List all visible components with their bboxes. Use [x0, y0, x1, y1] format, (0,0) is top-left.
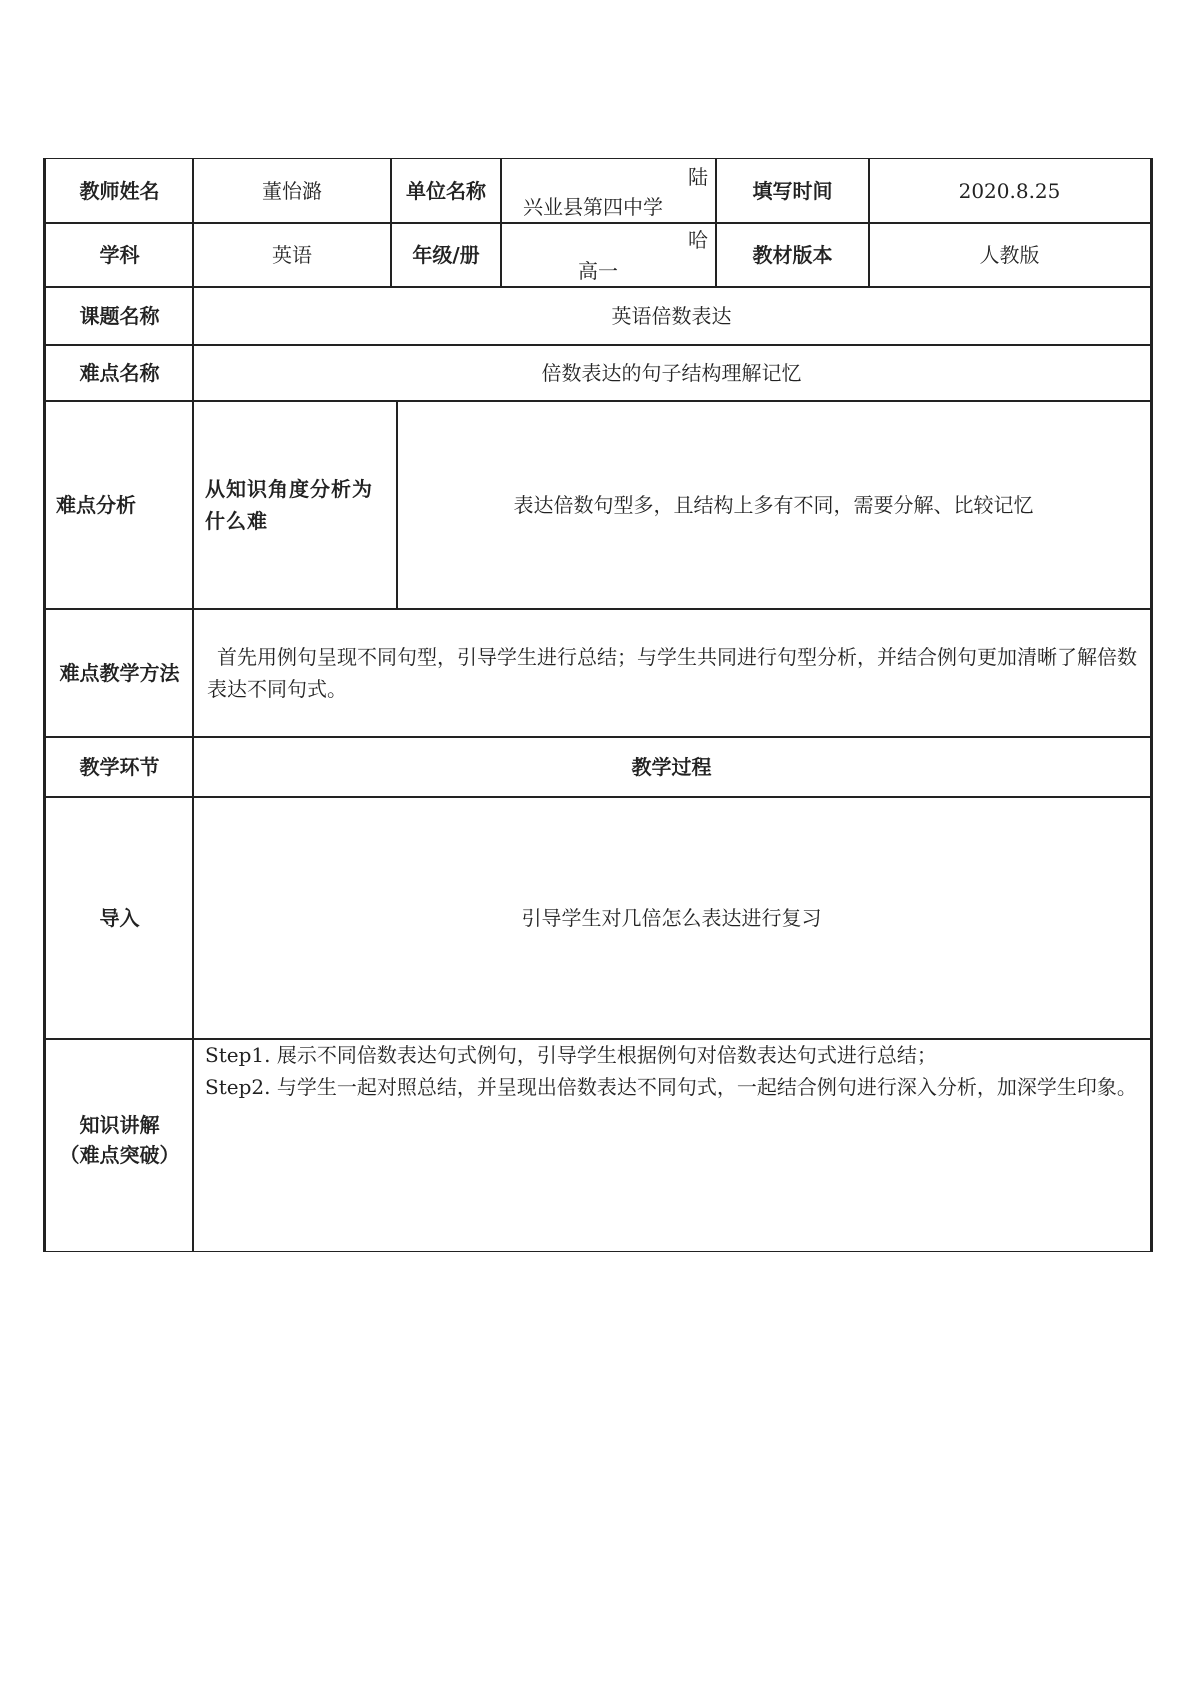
subject-value: 英语: [192, 222, 392, 288]
fill-date-label: 填写时间: [715, 158, 870, 224]
grade-value: 高一: [578, 259, 618, 283]
unit-name-value: 兴业县第四中学: [523, 195, 663, 219]
explain-label-line2: （难点突破）: [59, 1143, 180, 1167]
subject-label: 学科: [43, 222, 194, 288]
analysis-label: 难点分析: [43, 400, 194, 610]
textbook-label: 教材版本: [715, 222, 870, 288]
difficulty-label: 难点名称: [43, 344, 194, 402]
teacher-name-label: 教师姓名: [43, 158, 194, 224]
unit-mark-top: 陆: [688, 165, 708, 189]
process-header: 教学过程: [192, 736, 1153, 798]
fill-date-value: 2020.8.25: [868, 158, 1153, 224]
topic-value: 英语倍数表达: [192, 286, 1153, 346]
unit-name-label: 单位名称: [390, 158, 502, 224]
difficulty-value: 倍数表达的句子结构理解记忆: [192, 344, 1153, 402]
explain-step1: Step1. 展示不同倍数表达句式例句，引导学生根据例句对倍数表达句式进行总结；: [205, 1043, 937, 1067]
intro-value: 引导学生对几倍怎么表达进行复习: [192, 796, 1153, 1040]
teacher-name-value: 董怡潞: [192, 158, 392, 224]
explain-label-line1: 知识讲解: [79, 1113, 160, 1137]
method-value: 首先用例句呈现不同句型，引导学生进行总结；与学生共同进行句型分析，并结合例句更加清晰了解倍数表达不同句式。: [192, 608, 1153, 738]
topic-label: 课题名称: [43, 286, 194, 346]
unit-mark-bottom: 哈: [688, 228, 708, 252]
intro-label: 导入: [43, 796, 194, 1040]
process-section-label: 教学环节: [43, 736, 194, 798]
explain-content: [192, 1038, 1153, 1252]
explain-label: [43, 1038, 194, 1252]
analysis-sub-label: 从知识角度分析为什么难: [192, 400, 398, 610]
textbook-value: 人教版: [868, 222, 1153, 288]
explain-step2: Step2. 与学生一起对照总结，并呈现出倍数表达不同句式，一起结合例句进行深入分析，加深学生印象。: [205, 1075, 1137, 1099]
grade-label: 年级/册: [390, 222, 502, 288]
analysis-value: 表达倍数句型多，且结构上多有不同，需要分解、比较记忆: [396, 400, 1153, 610]
method-label: 难点教学方法: [43, 608, 194, 738]
